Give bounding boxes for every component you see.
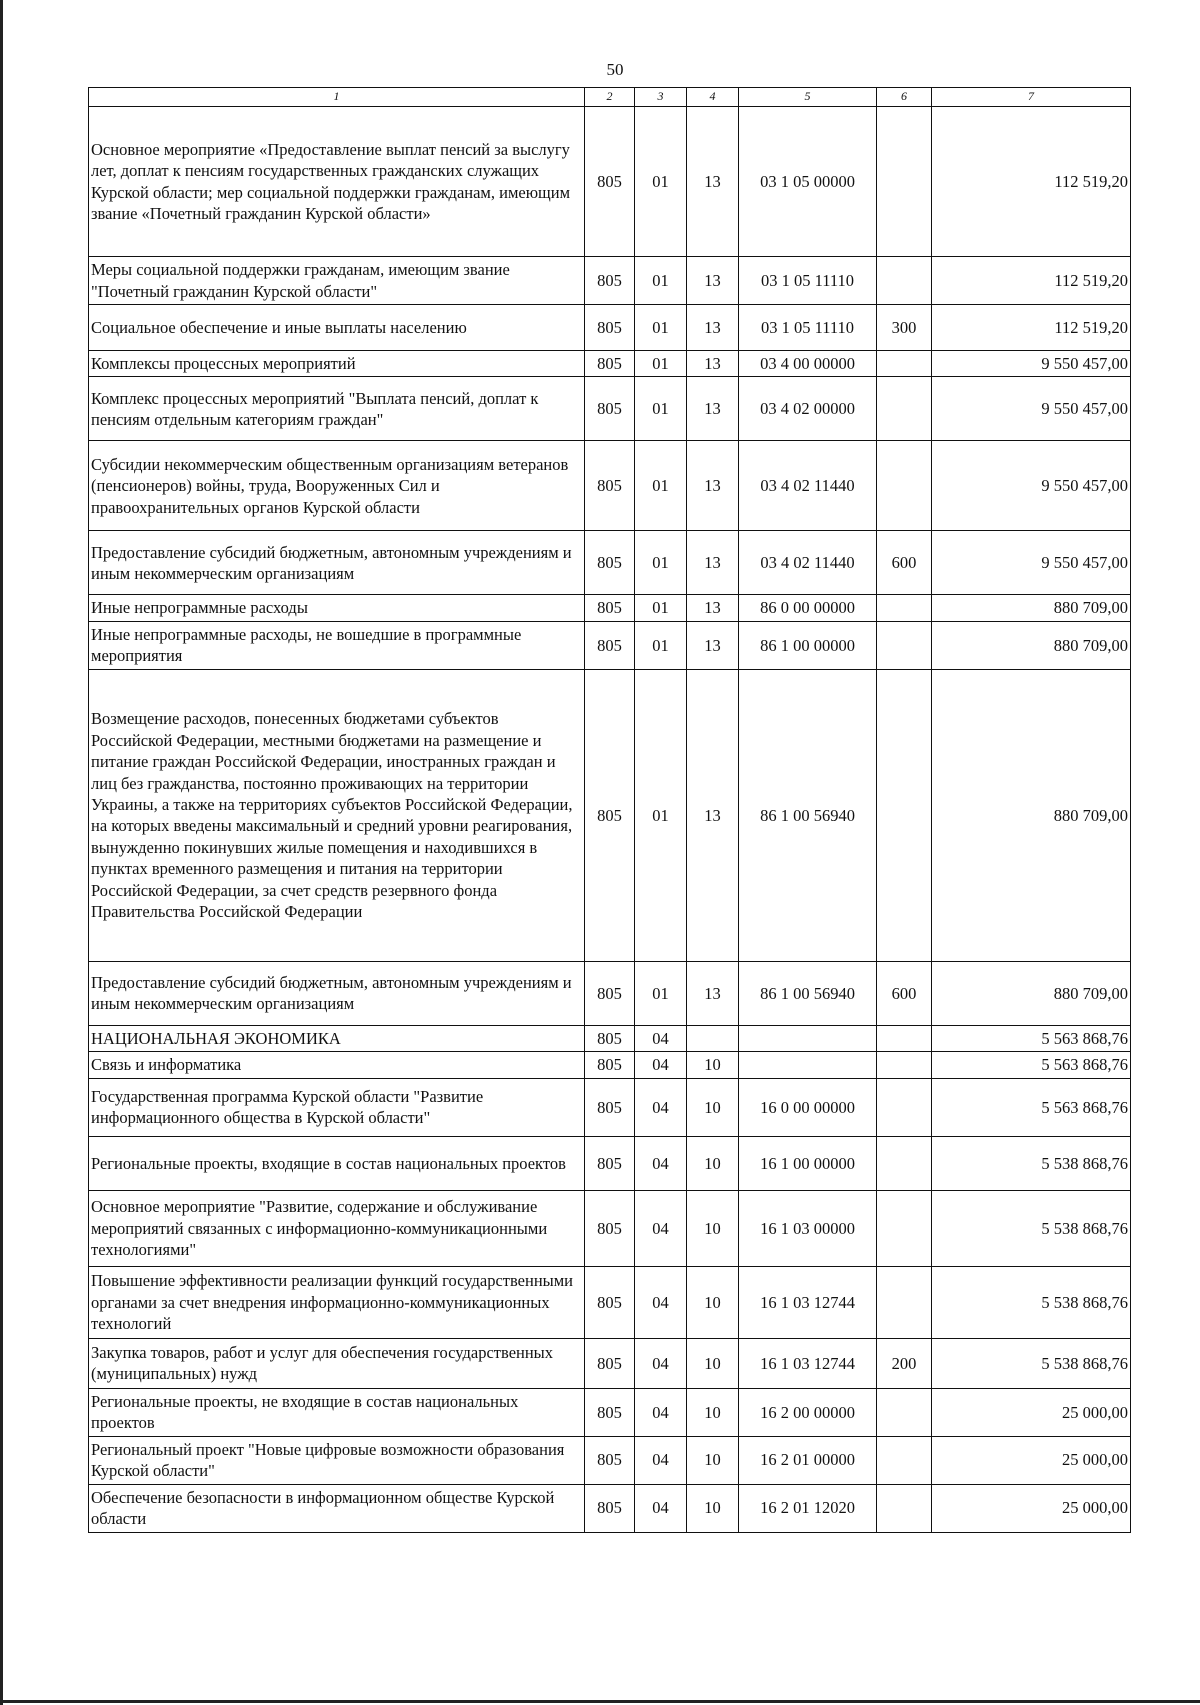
amount-cell: 5 538 868,76: [932, 1266, 1131, 1338]
column-number: 1: [89, 88, 585, 107]
row-name-cell: Иные непрограммные расходы, не вошедшие в программные мероприятия: [89, 621, 585, 669]
amount-cell: 5 538 868,76: [932, 1136, 1131, 1190]
amount-cell: 112 519,20: [932, 107, 1131, 257]
grbs-code-cell: 805: [585, 961, 635, 1025]
expense-type-cell: [877, 351, 932, 377]
amount-cell: 25 000,00: [932, 1388, 1131, 1436]
section-code-cell: 01: [635, 961, 687, 1025]
grbs-code-cell: 805: [585, 531, 635, 595]
page-edge-left: [0, 0, 3, 1705]
grbs-code-cell: 805: [585, 305, 635, 351]
section-code-cell: 01: [635, 377, 687, 441]
row-name-cell: Комплекс процессных мероприятий "Выплата пенсий, доплат к пенсиям отдельным категориям граждан": [89, 377, 585, 441]
expense-type-cell: [877, 621, 932, 669]
grbs-code-cell: 805: [585, 1025, 635, 1051]
section-code-cell: 01: [635, 351, 687, 377]
grbs-code-cell: 805: [585, 1136, 635, 1190]
row-name-cell: Основное мероприятие «Предоставление выплат пенсий за выслугу лет, доплат к пенсиям государственных гражданских служащих Курской области; мер социальной поддержки гражданам, имеющим звание «Почетный гражданин Курской области»: [89, 107, 585, 257]
section-code-cell: 04: [635, 1078, 687, 1136]
section-code-cell: 04: [635, 1436, 687, 1484]
target-article-cell: 86 1 00 00000: [739, 621, 877, 669]
target-article-cell: 16 1 00 00000: [739, 1136, 877, 1190]
subsection-code-cell: 10: [687, 1338, 739, 1388]
section-code-cell: 04: [635, 1136, 687, 1190]
row-name-cell: Возмещение расходов, понесенных бюджетами субъектов Российской Федерации, местными бюджетами на размещение и питание граждан Российской Федерации, иностранных граждан и лиц без гражданства, постоянно проживающих на территории Украины, а также на территориях субъектов Российской Федерации, на которых введены максимальный и средний уровни реагирования, вынужденно покинувших жилые помещения и находившихся в пунктах временного размещения и питания на территории Российской Федерации, за счет средств резервного фонда Правительства Российской Федерации: [89, 669, 585, 961]
target-article-cell: 03 1 05 00000: [739, 107, 877, 257]
section-code-cell: 01: [635, 669, 687, 961]
subsection-code-cell: 10: [687, 1190, 739, 1266]
expense-type-cell: [877, 107, 932, 257]
column-number: 3: [635, 88, 687, 107]
row-name-cell: Предоставление субсидий бюджетным, автономным учреждениям и иным некоммерческим организациям: [89, 961, 585, 1025]
row-name-cell: Повышение эффективности реализации функций государственными органами за счет внедрения информационно-коммуникационных технологий: [89, 1266, 585, 1338]
section-code-cell: 01: [635, 441, 687, 531]
table-row: [89, 1338, 1131, 1388]
expense-type-cell: [877, 1436, 932, 1484]
row-name-cell: Социальное обеспечение и иные выплаты населению: [89, 305, 585, 351]
table-row: [89, 1052, 1131, 1078]
section-code-cell: 04: [635, 1025, 687, 1051]
row-name-cell: Предоставление субсидий бюджетным, автономным учреждениям и иным некоммерческим организациям: [89, 531, 585, 595]
subsection-code-cell: 13: [687, 961, 739, 1025]
column-number: 7: [932, 88, 1131, 107]
column-number: 6: [877, 88, 932, 107]
row-name-cell: Иные непрограммные расходы: [89, 595, 585, 621]
section-code-cell: 04: [635, 1052, 687, 1078]
grbs-code-cell: 805: [585, 441, 635, 531]
amount-cell: 9 550 457,00: [932, 351, 1131, 377]
section-code-cell: 04: [635, 1338, 687, 1388]
table-row: [89, 1266, 1131, 1338]
subsection-code-cell: [687, 1025, 739, 1051]
table-row: [89, 107, 1131, 257]
section-code-cell: 04: [635, 1266, 687, 1338]
subsection-code-cell: 13: [687, 351, 739, 377]
grbs-code-cell: 805: [585, 1388, 635, 1436]
target-article-cell: 16 2 01 12020: [739, 1484, 877, 1532]
grbs-code-cell: 805: [585, 669, 635, 961]
amount-cell: 5 563 868,76: [932, 1052, 1131, 1078]
expense-type-cell: 600: [877, 961, 932, 1025]
column-number: 5: [739, 88, 877, 107]
row-name-cell: Региональные проекты, входящие в состав национальных проектов: [89, 1136, 585, 1190]
row-name-cell: Региональный проект "Новые цифровые возможности образования Курской области": [89, 1436, 585, 1484]
amount-cell: 880 709,00: [932, 669, 1131, 961]
grbs-code-cell: 805: [585, 1078, 635, 1136]
section-code-cell: 01: [635, 107, 687, 257]
section-code-cell: 01: [635, 531, 687, 595]
subsection-code-cell: 13: [687, 441, 739, 531]
subsection-code-cell: 10: [687, 1078, 739, 1136]
table-row: [89, 1484, 1131, 1532]
expense-type-cell: [877, 441, 932, 531]
expense-type-cell: [877, 377, 932, 441]
column-number: 2: [585, 88, 635, 107]
expense-type-cell: [877, 1388, 932, 1436]
table-row: [89, 1388, 1131, 1436]
table-row: [89, 961, 1131, 1025]
amount-cell: 5 538 868,76: [932, 1338, 1131, 1388]
expense-type-cell: [877, 595, 932, 621]
section-code-cell: 01: [635, 257, 687, 305]
amount-cell: 25 000,00: [932, 1484, 1131, 1532]
row-name-cell: Основное мероприятие "Развитие, содержание и обслуживание мероприятий связанных с информационно-коммуникационными технологиями": [89, 1190, 585, 1266]
subsection-code-cell: 10: [687, 1436, 739, 1484]
subsection-code-cell: 13: [687, 107, 739, 257]
expense-type-cell: [877, 1136, 932, 1190]
row-name-cell: Обеспечение безопасности в информационном обществе Курской области: [89, 1484, 585, 1532]
subsection-code-cell: 10: [687, 1388, 739, 1436]
target-article-cell: 86 1 00 56940: [739, 669, 877, 961]
expense-type-cell: [877, 1052, 932, 1078]
target-article-cell: 86 0 00 00000: [739, 595, 877, 621]
amount-cell: 9 550 457,00: [932, 531, 1131, 595]
subsection-code-cell: 13: [687, 669, 739, 961]
grbs-code-cell: 805: [585, 377, 635, 441]
row-name-cell: Связь и информатика: [89, 1052, 585, 1078]
target-article-cell: 16 1 03 00000: [739, 1190, 877, 1266]
target-article-cell: 86 1 00 56940: [739, 961, 877, 1025]
expense-type-cell: [877, 257, 932, 305]
amount-cell: 880 709,00: [932, 595, 1131, 621]
budget-table: [88, 87, 1131, 1533]
target-article-cell: 03 4 00 00000: [739, 351, 877, 377]
target-article-cell: 03 1 05 11110: [739, 305, 877, 351]
grbs-code-cell: 805: [585, 1484, 635, 1532]
table-row: [89, 257, 1131, 305]
grbs-code-cell: 805: [585, 107, 635, 257]
table-row: [89, 1025, 1131, 1051]
subsection-code-cell: 13: [687, 595, 739, 621]
grbs-code-cell: 805: [585, 257, 635, 305]
target-article-cell: 03 1 05 11110: [739, 257, 877, 305]
amount-cell: 5 563 868,76: [932, 1025, 1131, 1051]
grbs-code-cell: 805: [585, 1052, 635, 1078]
grbs-code-cell: 805: [585, 595, 635, 621]
table-row: [89, 621, 1131, 669]
column-number: 4: [687, 88, 739, 107]
row-name-cell: Меры социальной поддержки гражданам, имеющим звание "Почетный гражданин Курской области": [89, 257, 585, 305]
amount-cell: 112 519,20: [932, 257, 1131, 305]
subsection-code-cell: 10: [687, 1266, 739, 1338]
target-article-cell: 03 4 02 00000: [739, 377, 877, 441]
target-article-cell: [739, 1052, 877, 1078]
expense-type-cell: 300: [877, 305, 932, 351]
expense-type-cell: [877, 1190, 932, 1266]
grbs-code-cell: 805: [585, 351, 635, 377]
page-edge-bottom: [0, 1700, 1200, 1703]
expense-type-cell: 600: [877, 531, 932, 595]
row-name-cell: Государственная программа Курской области "Развитие информационного общества в Курской области": [89, 1078, 585, 1136]
table-row: [89, 441, 1131, 531]
table-row: [89, 1436, 1131, 1484]
target-article-cell: 03 4 02 11440: [739, 531, 877, 595]
subsection-code-cell: 13: [687, 377, 739, 441]
subsection-code-cell: 13: [687, 531, 739, 595]
amount-cell: 25 000,00: [932, 1436, 1131, 1484]
table-row: [89, 669, 1131, 961]
amount-cell: 9 550 457,00: [932, 441, 1131, 531]
section-code-cell: 01: [635, 305, 687, 351]
expense-type-cell: [877, 1078, 932, 1136]
target-article-cell: 16 1 03 12744: [739, 1266, 877, 1338]
amount-cell: 880 709,00: [932, 961, 1131, 1025]
grbs-code-cell: 805: [585, 1266, 635, 1338]
expense-type-cell: 200: [877, 1338, 932, 1388]
target-article-cell: 16 0 00 00000: [739, 1078, 877, 1136]
section-code-cell: 01: [635, 595, 687, 621]
grbs-code-cell: 805: [585, 1190, 635, 1266]
table-row: [89, 595, 1131, 621]
table-row: [89, 305, 1131, 351]
subsection-code-cell: 10: [687, 1052, 739, 1078]
row-name-cell: Закупка товаров, работ и услуг для обеспечения государственных (муниципальных) нужд: [89, 1338, 585, 1388]
expense-type-cell: [877, 1266, 932, 1338]
amount-cell: 112 519,20: [932, 305, 1131, 351]
subsection-code-cell: 10: [687, 1484, 739, 1532]
row-name-cell: НАЦИОНАЛЬНАЯ ЭКОНОМИКА: [89, 1025, 585, 1051]
row-name-cell: Комплексы процессных мероприятий: [89, 351, 585, 377]
amount-cell: 880 709,00: [932, 621, 1131, 669]
target-article-cell: 16 2 01 00000: [739, 1436, 877, 1484]
subsection-code-cell: 13: [687, 305, 739, 351]
amount-cell: 5 538 868,76: [932, 1190, 1131, 1266]
table-row: [89, 1078, 1131, 1136]
target-article-cell: 16 2 00 00000: [739, 1388, 877, 1436]
table-row: [89, 1136, 1131, 1190]
expense-type-cell: [877, 1025, 932, 1051]
section-code-cell: 04: [635, 1388, 687, 1436]
row-name-cell: Субсидии некоммерческим общественным организациям ветеранов (пенсионеров) войны, труда, Вооруженных Сил и правоохранительных органов Курской области: [89, 441, 585, 531]
table-row: [89, 351, 1131, 377]
grbs-code-cell: 805: [585, 1436, 635, 1484]
target-article-cell: 03 4 02 11440: [739, 441, 877, 531]
amount-cell: 9 550 457,00: [932, 377, 1131, 441]
target-article-cell: [739, 1025, 877, 1051]
target-article-cell: 16 1 03 12744: [739, 1338, 877, 1388]
page-number: 50: [606, 60, 624, 79]
column-number-row: [89, 88, 1131, 107]
section-code-cell: 01: [635, 621, 687, 669]
subsection-code-cell: 13: [687, 621, 739, 669]
table-row: [89, 377, 1131, 441]
table-row: [89, 531, 1131, 595]
subsection-code-cell: 13: [687, 257, 739, 305]
amount-cell: 5 563 868,76: [932, 1078, 1131, 1136]
expense-type-cell: [877, 1484, 932, 1532]
grbs-code-cell: 805: [585, 1338, 635, 1388]
row-name-cell: Региональные проекты, не входящие в состав национальных проектов: [89, 1388, 585, 1436]
expense-type-cell: [877, 669, 932, 961]
table-row: [89, 1190, 1131, 1266]
section-code-cell: 04: [635, 1190, 687, 1266]
grbs-code-cell: 805: [585, 621, 635, 669]
section-code-cell: 04: [635, 1484, 687, 1532]
subsection-code-cell: 10: [687, 1136, 739, 1190]
